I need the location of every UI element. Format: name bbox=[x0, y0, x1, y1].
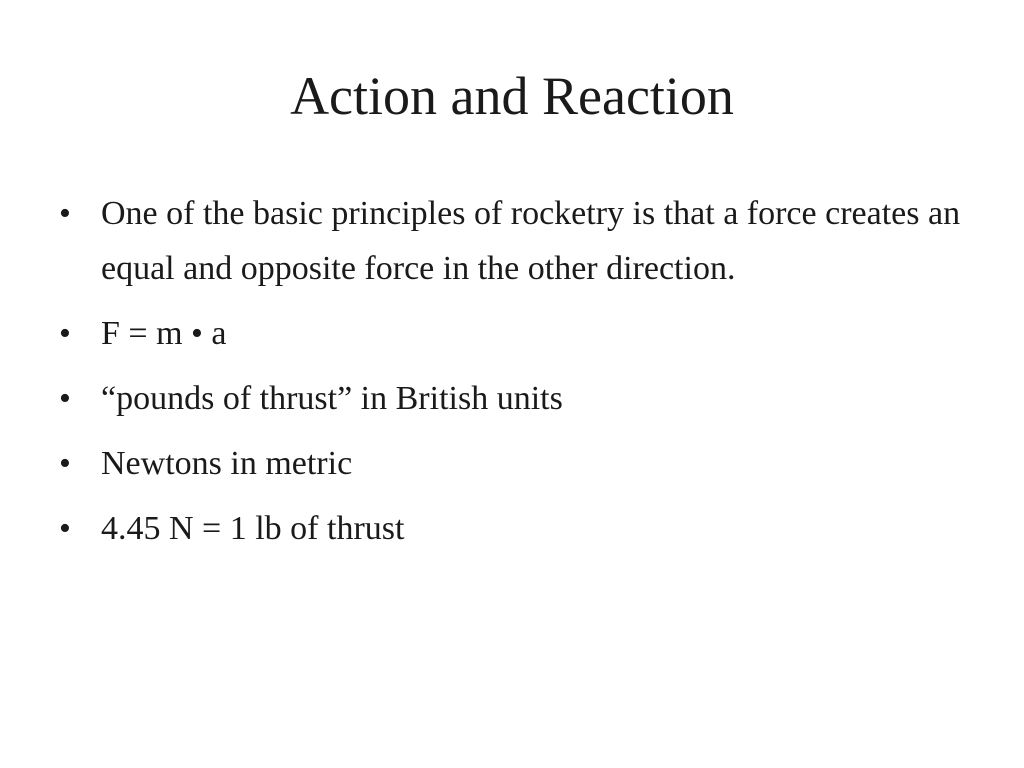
bullet-item bbox=[0, 306, 1024, 361]
bullet-dot-icon: • bbox=[59, 195, 71, 232]
bullet-text: 4.45 N = 1 lb of thrust bbox=[101, 510, 405, 547]
slide-title: Action and Reaction bbox=[290, 66, 734, 126]
bullet-dot-icon: • bbox=[59, 510, 71, 547]
bullet-item bbox=[0, 186, 1024, 296]
bullet-text: Newtons in metric bbox=[101, 445, 353, 482]
bullet-item bbox=[0, 371, 1024, 426]
bullet-text: “pounds of thrust” in British units bbox=[101, 380, 563, 417]
bullet-dot-icon: • bbox=[59, 380, 71, 417]
bullet-list bbox=[0, 186, 1024, 566]
bullet-dot-icon: • bbox=[59, 445, 71, 482]
bullet-text: One of the basic principles of rocketry is that a force creates an equal and opposite force in the other direction. bbox=[101, 195, 961, 287]
bullet-dot-icon: • bbox=[59, 315, 71, 352]
bullet-text: F = m • a bbox=[101, 315, 227, 352]
bullet-item bbox=[0, 436, 1024, 491]
bullet-item bbox=[0, 501, 1024, 556]
